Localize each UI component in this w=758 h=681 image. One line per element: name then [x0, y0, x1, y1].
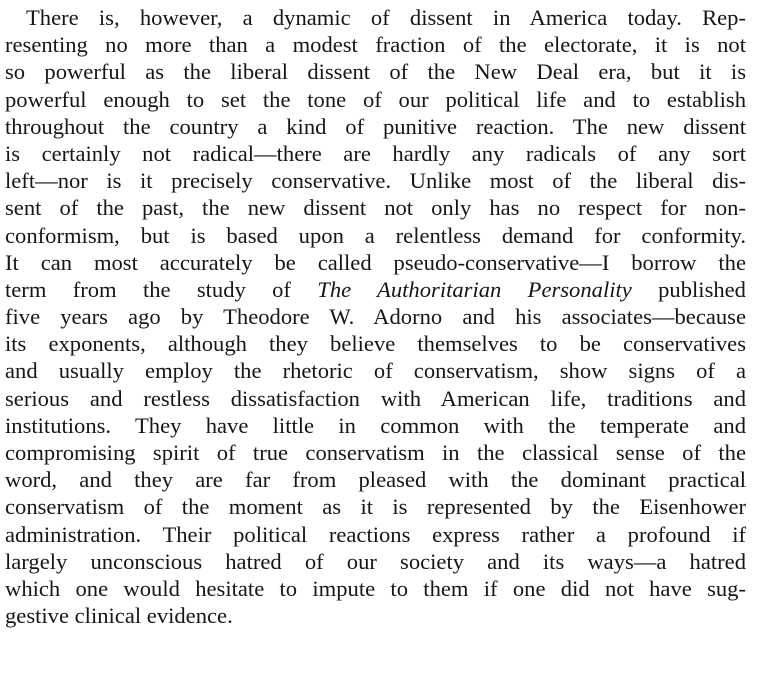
text-line: institutions. They have little in common with the temperate and	[5, 412, 746, 438]
text-line: and usually employ the rhetoric of conservatism, show signs of a	[5, 358, 746, 384]
text-line: five years ago by Theodore W. Adorno and his associates—because	[5, 304, 746, 330]
text-line: administration. Their political reactions express rather a profound if	[5, 521, 746, 547]
text-line: There is, however, a dynamic of dissent in America today. Rep-	[26, 5, 746, 30]
text-line: conformism, but is based upon a relentless demand for conformity.	[5, 222, 746, 248]
text-line: sent of the past, the new dissent not only has no respect for non-	[5, 195, 746, 221]
book-title: The Authoritarian Personality	[317, 276, 632, 302]
text-line: so powerful as the liberal dissent of the New Deal era, but it is	[5, 59, 746, 85]
body-paragraph	[5, 4, 746, 629]
text-line: compromising spirit of true conservatism in the classical sense of the	[5, 440, 746, 465]
text-line: It can most accurately be called pseudo-conservative—I borrow the	[5, 249, 746, 275]
text-line: largely unconscious hatred of our society and its ways—a hatred	[5, 548, 746, 574]
text-line: resenting no more than a modest fraction of the electorate, it is not	[5, 32, 746, 58]
text-line: word, and they are far from pleased with the dominant practical	[5, 467, 746, 493]
text-line: which one would hesitate to impute to them if one did not have sug-	[5, 575, 746, 601]
text-line: throughout the country a kind of punitive reaction. The new dissent	[5, 113, 746, 139]
text-line: its exponents, although they believe themselves to be conservatives	[5, 331, 746, 357]
text-line: serious and restless dissatisfaction with American life, traditions and	[5, 385, 746, 411]
text-line: gestive clinical evidence.	[5, 603, 233, 629]
text-line: powerful enough to set the tone of our political life and to establish	[5, 86, 746, 112]
text-line: is certainly not radical—there are hardly any radicals of any sort	[5, 140, 746, 166]
text-fragment: term from the study of	[5, 276, 318, 302]
text-line: left—nor is it precisely conservative. Unlike most of the liberal dis-	[5, 168, 746, 194]
text-line: conservatism of the moment as it is represented by the Eisenhower	[5, 494, 746, 520]
text-fragment: published	[631, 276, 746, 302]
text-line-with-book-title	[5, 276, 746, 303]
